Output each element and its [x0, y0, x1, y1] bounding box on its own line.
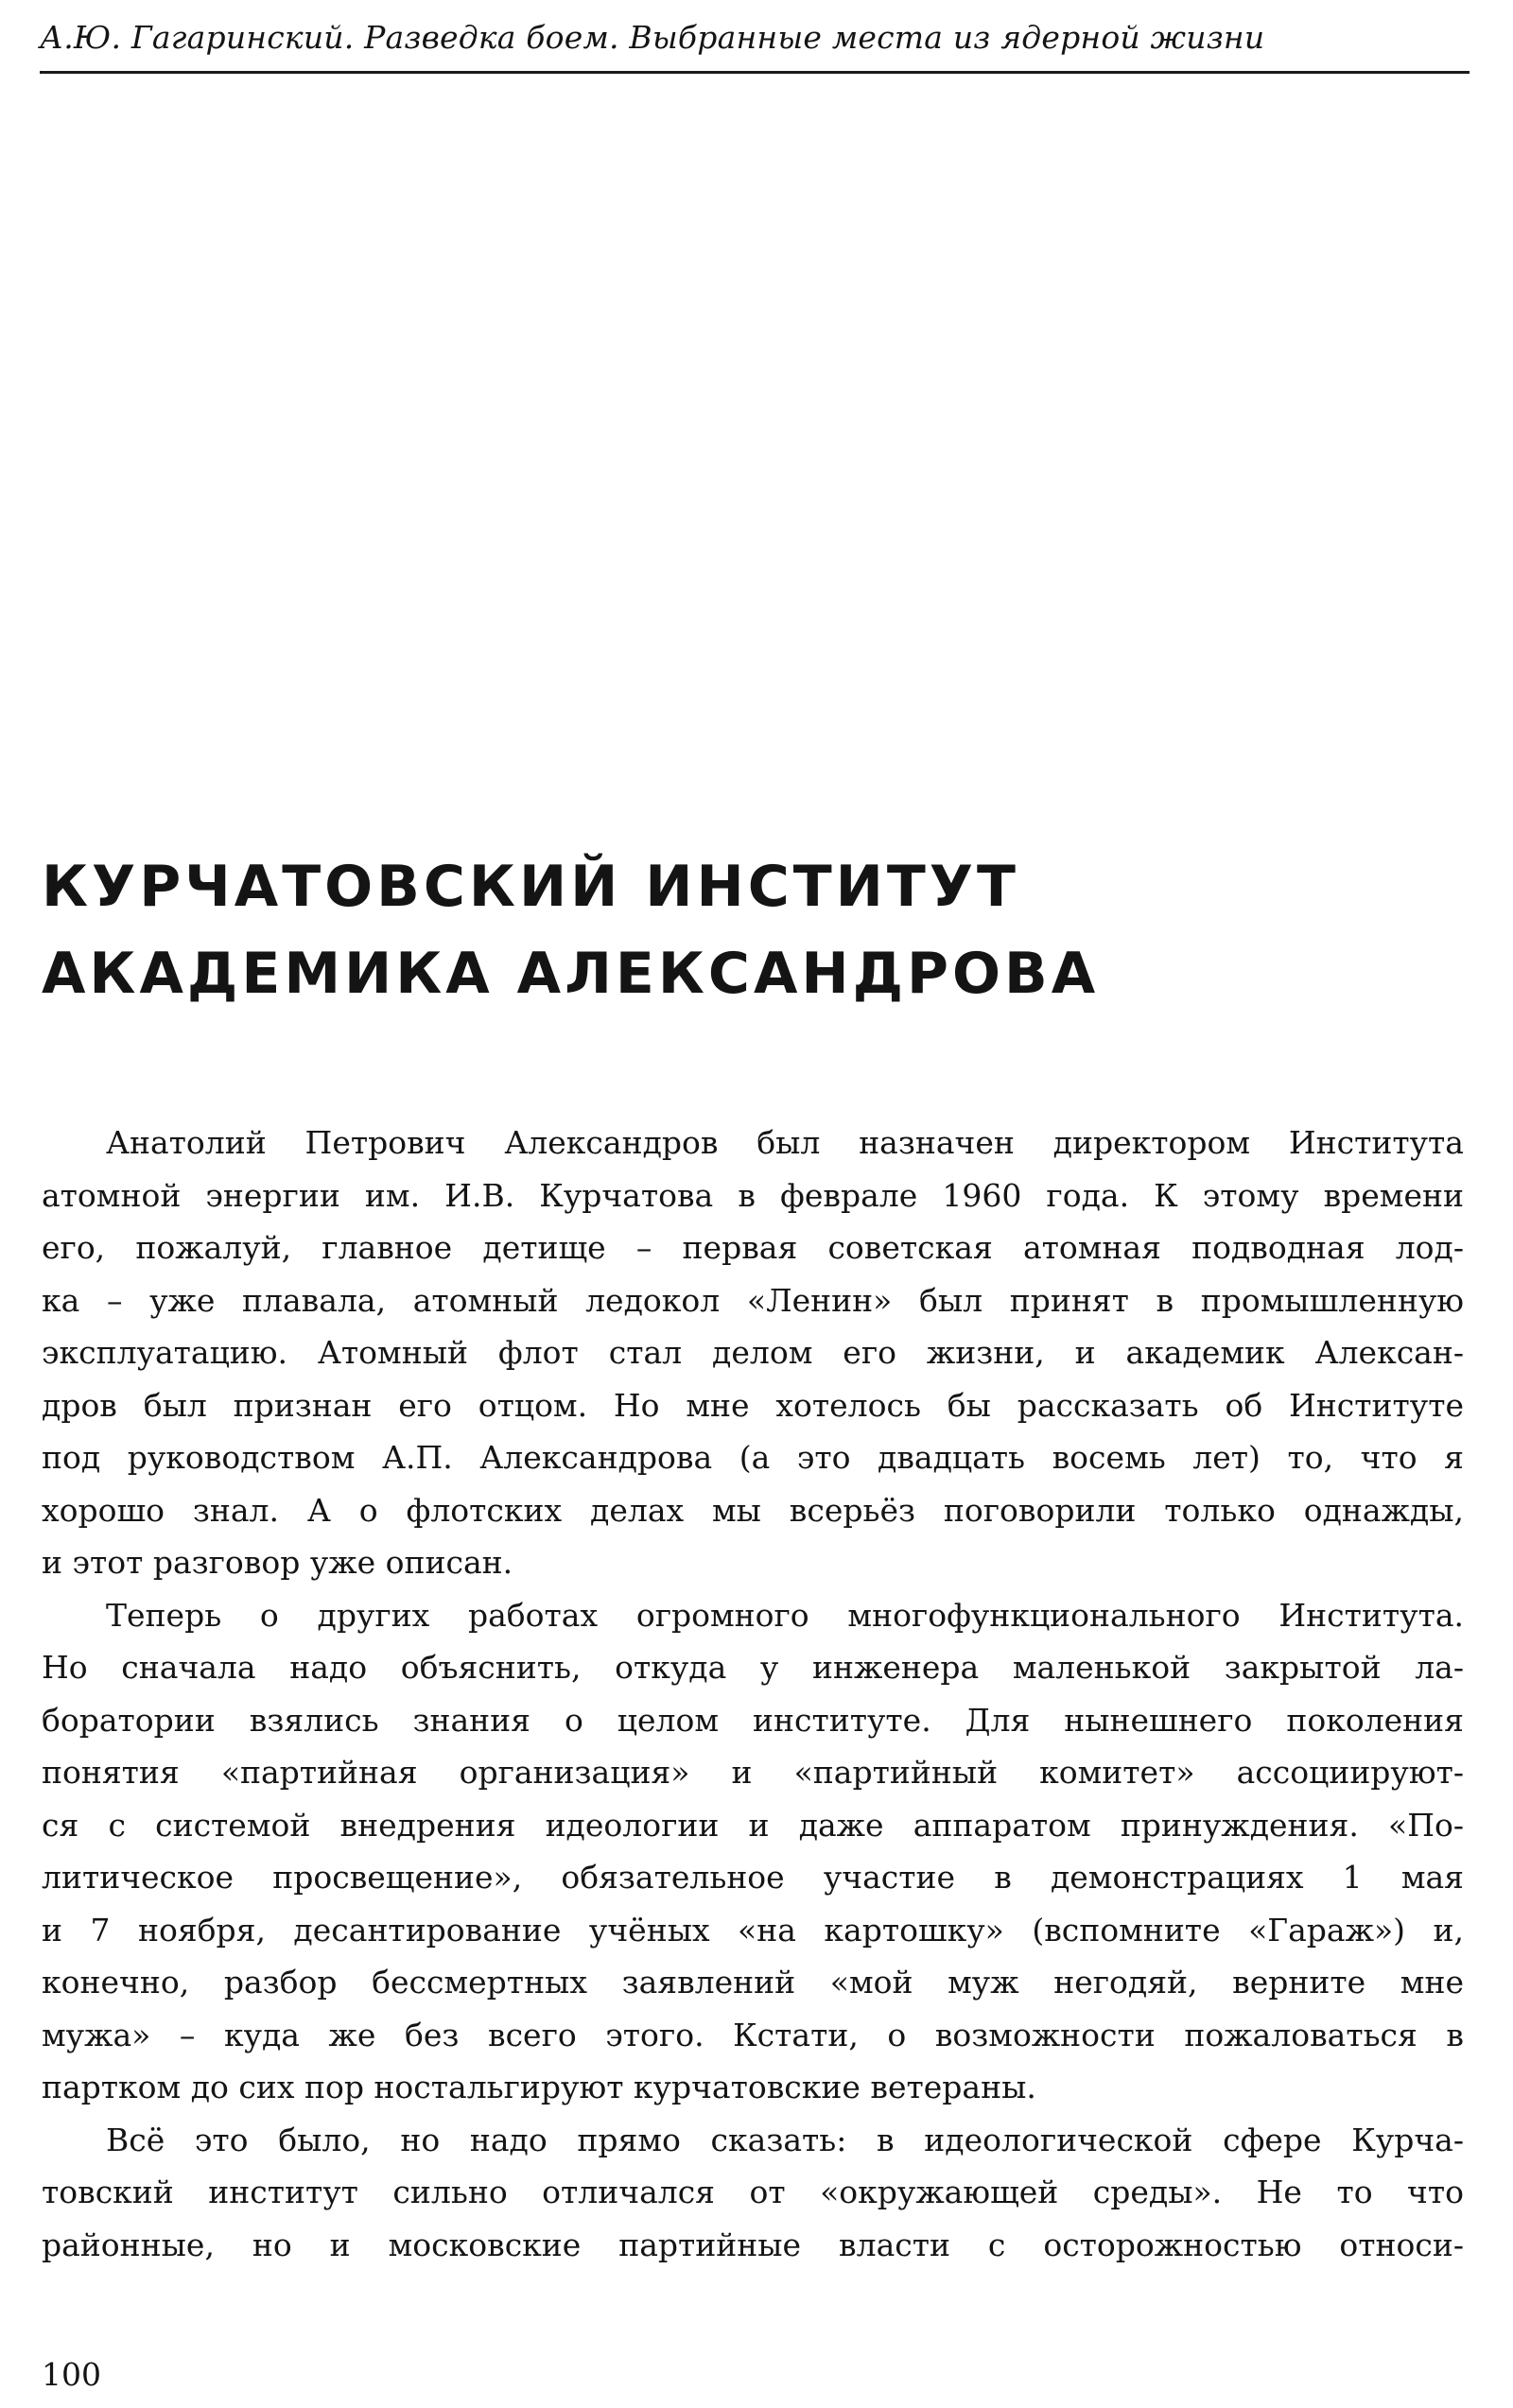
chapter-title	[42, 843, 1099, 1017]
paragraph-2-line: понятия «партийная организация» и «партийный комитет» ассоциируют-	[42, 1754, 1464, 1791]
chapter-title-line-2: АКАДЕМИКА АЛЕКСАНДРОВА	[42, 941, 1100, 1007]
page-number: 100	[42, 2356, 101, 2393]
paragraph-2-line: ся с системой внедрения идеологии и даже аппаратом принуждения. «По-	[42, 1806, 1464, 1844]
chapter-title-line-1: КУРЧАТОВСКИЙ ИНСТИТУТ	[42, 854, 1019, 920]
paragraph-2-line: конечно, разбор бессмертных заявлений «мой муж негодяй, верните мне	[42, 1964, 1464, 2001]
paragraph-1-line: и этот разговор уже описан.	[42, 1544, 513, 1581]
body-text	[42, 1117, 1464, 2271]
paragraph-1-line: эксплуатацию. Атомный флот стал делом его жизни, и академик Алексан-	[42, 1334, 1464, 1371]
paragraph-2-line: литическое просвещение», обязательное участие в демонстрациях 1 мая	[42, 1859, 1464, 1896]
paragraph-1-line: атомной энергии им. И.В. Курчатова в феврале 1960 года. К этому времени	[42, 1176, 1464, 1214]
paragraph-2-line: боратории взялись знания о целом институте. Для нынешнего поколения	[42, 1701, 1464, 1739]
paragraph-1-line: ка – уже плавала, атомный ледокол «Ленин» был принят в промышленную	[42, 1281, 1464, 1319]
paragraph-3-line: районные, но и московские партийные власти с осторожностью относи-	[42, 2226, 1464, 2263]
paragraph-2-line: мужа» – куда же без всего этого. Кстати, о возможности пожаловаться в	[42, 2016, 1464, 2053]
paragraph-3-line: Всё это было, но надо прямо сказать: в идеологической сфере Курча-	[106, 2121, 1464, 2158]
paragraph-2-line: и 7 ноября, десантирование учёных «на картошку» (вспомните «Гараж») и,	[42, 1911, 1464, 1949]
paragraph-1-line: хорошо знал. А о флотских делах мы всерьёз поговорили только однажды,	[42, 1491, 1464, 1529]
paragraph-1-line: его, пожалуй, главное детище – первая советская атомная подводная лод-	[42, 1229, 1464, 1266]
running-header-text: А.Ю. Гагаринский. Разведка боем. Выбранные места из ядерной жизни	[40, 19, 1265, 56]
paragraph-2-line: партком до сих пор ностальгируют курчатовские ветераны.	[42, 2069, 1036, 2105]
paragraph-2-line: Теперь о других работах огромного многофункционального Института.	[106, 1596, 1464, 1634]
paragraph-1-line: дров был признан его отцом. Но мне хотелось бы рассказать об Институте	[42, 1386, 1464, 1424]
paragraph-1-line: под руководством А.П. Александрова (а это двадцать восемь лет) то, что я	[42, 1439, 1464, 1476]
running-header	[40, 17, 1470, 74]
paragraph-2-line: Но сначала надо объяснить, откуда у инженера маленькой закрытой ла-	[42, 1649, 1464, 1686]
paragraph-1-line: Анатолий Петрович Александров был назначен директором Института	[106, 1124, 1464, 1161]
paragraph-3-line: товский институт сильно отличался от «окружающей среды». Не то что	[42, 2174, 1464, 2210]
